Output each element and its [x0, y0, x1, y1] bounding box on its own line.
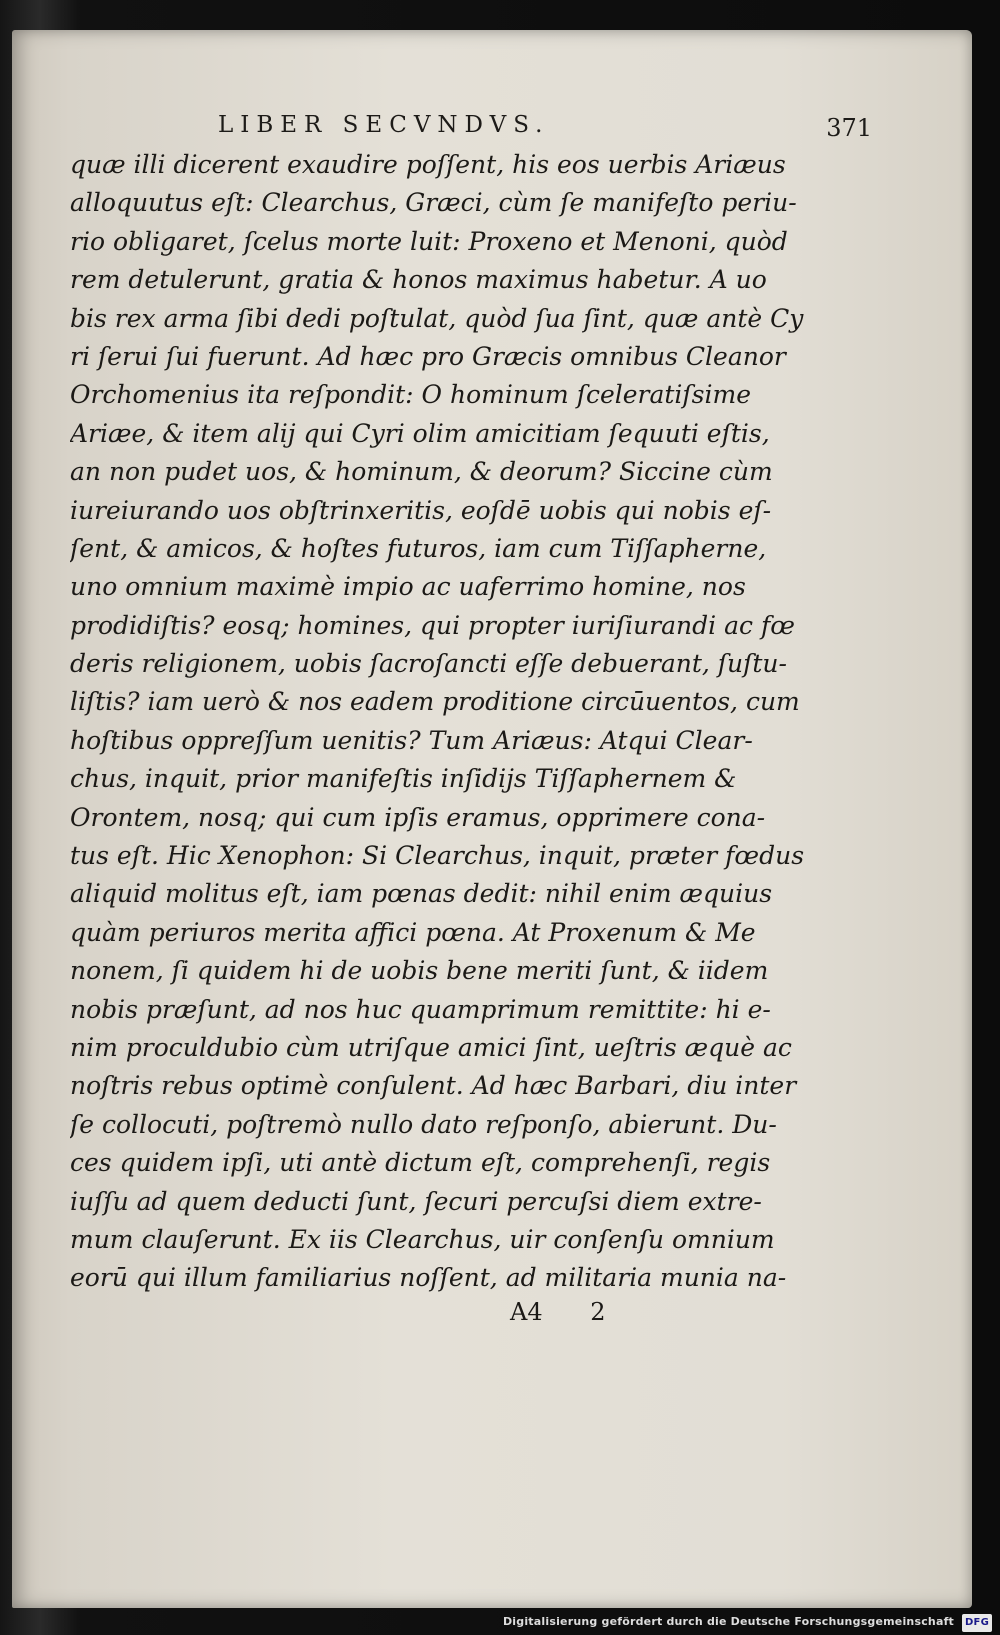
page-content	[70, 108, 900, 1298]
text-line: alloquutus eſt: Clearchus, Græci, cùm ſe manifeſto periu-	[70, 188, 797, 218]
page-footer	[510, 1298, 606, 1326]
text-line: rem detulerunt, gratia & honos maximus habetur. A uo	[70, 265, 767, 295]
text-line: ſent, & amicos, & hoſtes futuros, iam cum Tiſſapherne,	[70, 533, 767, 563]
text-line: Orchomenius ita reſpondit: O hominum ſceleratiſsime	[70, 380, 752, 410]
text-line: an non pudet uos, & hominum, & deorum? Siccine cùm	[70, 457, 773, 487]
body-text	[70, 146, 900, 1298]
text-line: nobis præſunt, ad nos huc quamprimum remittite: hi e-	[70, 994, 771, 1024]
text-line: mum clauſerunt. Ex iis Clearchus, uir conſenſu omnium	[70, 1224, 775, 1254]
text-line: Orontem, nosq; qui cum ipſis eramus, opprimere cona-	[70, 802, 766, 832]
text-line: hoſtibus oppreſſum uenitis? Tum Ariæus: Atqui Clear-	[70, 725, 753, 755]
dfg-logo: DFG	[962, 1614, 992, 1632]
text-line: Ariæe, & item alij qui Cyri olim amicitiam ſequuti eſtis,	[70, 418, 770, 448]
signature-mark: A4	[510, 1298, 543, 1326]
signature-number: 2	[590, 1298, 606, 1326]
text-line: deris religionem, uobis ſacroſancti eſſe debuerant, ſuſtu-	[70, 649, 787, 679]
text-line: ces quidem ipſi, uti antè dictum eſt, comprehenſi, regis	[70, 1148, 771, 1178]
book-page	[12, 30, 972, 1608]
text-line: eorū qui illum familiarius noſſent, ad militaria munia na-	[70, 1263, 787, 1293]
text-line: uno omnium maximè impio ac uaferrimo homine, nos	[70, 572, 746, 602]
text-line: quàm periuros merita affici pœna. At Proxenum & Me	[70, 917, 756, 947]
text-line: tus eſt. Hic Xenophon: Si Clearchus, inquit, præter fœdus	[70, 841, 805, 871]
text-line: noſtris rebus optimè conſulent. Ad hæc Barbari, diu inter	[70, 1071, 797, 1101]
text-line: rio obligaret, ſcelus morte luit: Proxeno et Menoni, quòd	[70, 226, 788, 256]
text-line: liſtis? iam uerò & nos eadem proditione circūuentos, cum	[70, 687, 800, 717]
credit-text: Digitalisierung gefördert durch die Deutsche Forschungsgemeinschaft	[502, 1615, 955, 1628]
text-line: chus, inquit, prior manifeſtis inſidijs Tiſſaphernem &	[70, 764, 737, 794]
text-line: prodidiſtis? eosq; homines, qui propter iuriſiurandi ac fœ	[70, 610, 795, 640]
page-number: 371	[826, 114, 872, 142]
text-line: nim proculdubio cùm utriſque amici ſint, ueſtris æquè ac	[70, 1032, 792, 1062]
text-line: ſe collocuti, poſtremò nullo dato reſponſo, abierunt. Du-	[70, 1109, 777, 1139]
text-line: ri ſerui ſui fuerunt. Ad hæc pro Græcis omnibus Cleanor	[70, 341, 786, 371]
text-line: iureiurando uos obſtrinxeritis, eoſdē uobis qui nobis eſ-	[70, 495, 772, 525]
running-head: LIBER SECVNDVS.	[218, 112, 550, 138]
text-line: aliquid molitus eſt, iam pœnas dedit: nihil enim æquius	[70, 879, 773, 909]
text-line: nonem, ſi quidem hi de uobis bene meriti ſunt, & iidem	[70, 956, 769, 986]
text-line: quæ illi dicerent exaudire poſſent, his eos uerbis Ariæus	[70, 150, 786, 179]
digitization-credit	[503, 1613, 992, 1631]
page-header	[70, 108, 900, 142]
text-line: iuſſu ad quem deducti ſunt, ſecuri percuſsi diem extre-	[70, 1186, 762, 1216]
text-line: bis rex arma ſibi dedi poſtulat, quòd ſua ſint, quæ antè Cy	[70, 303, 804, 333]
